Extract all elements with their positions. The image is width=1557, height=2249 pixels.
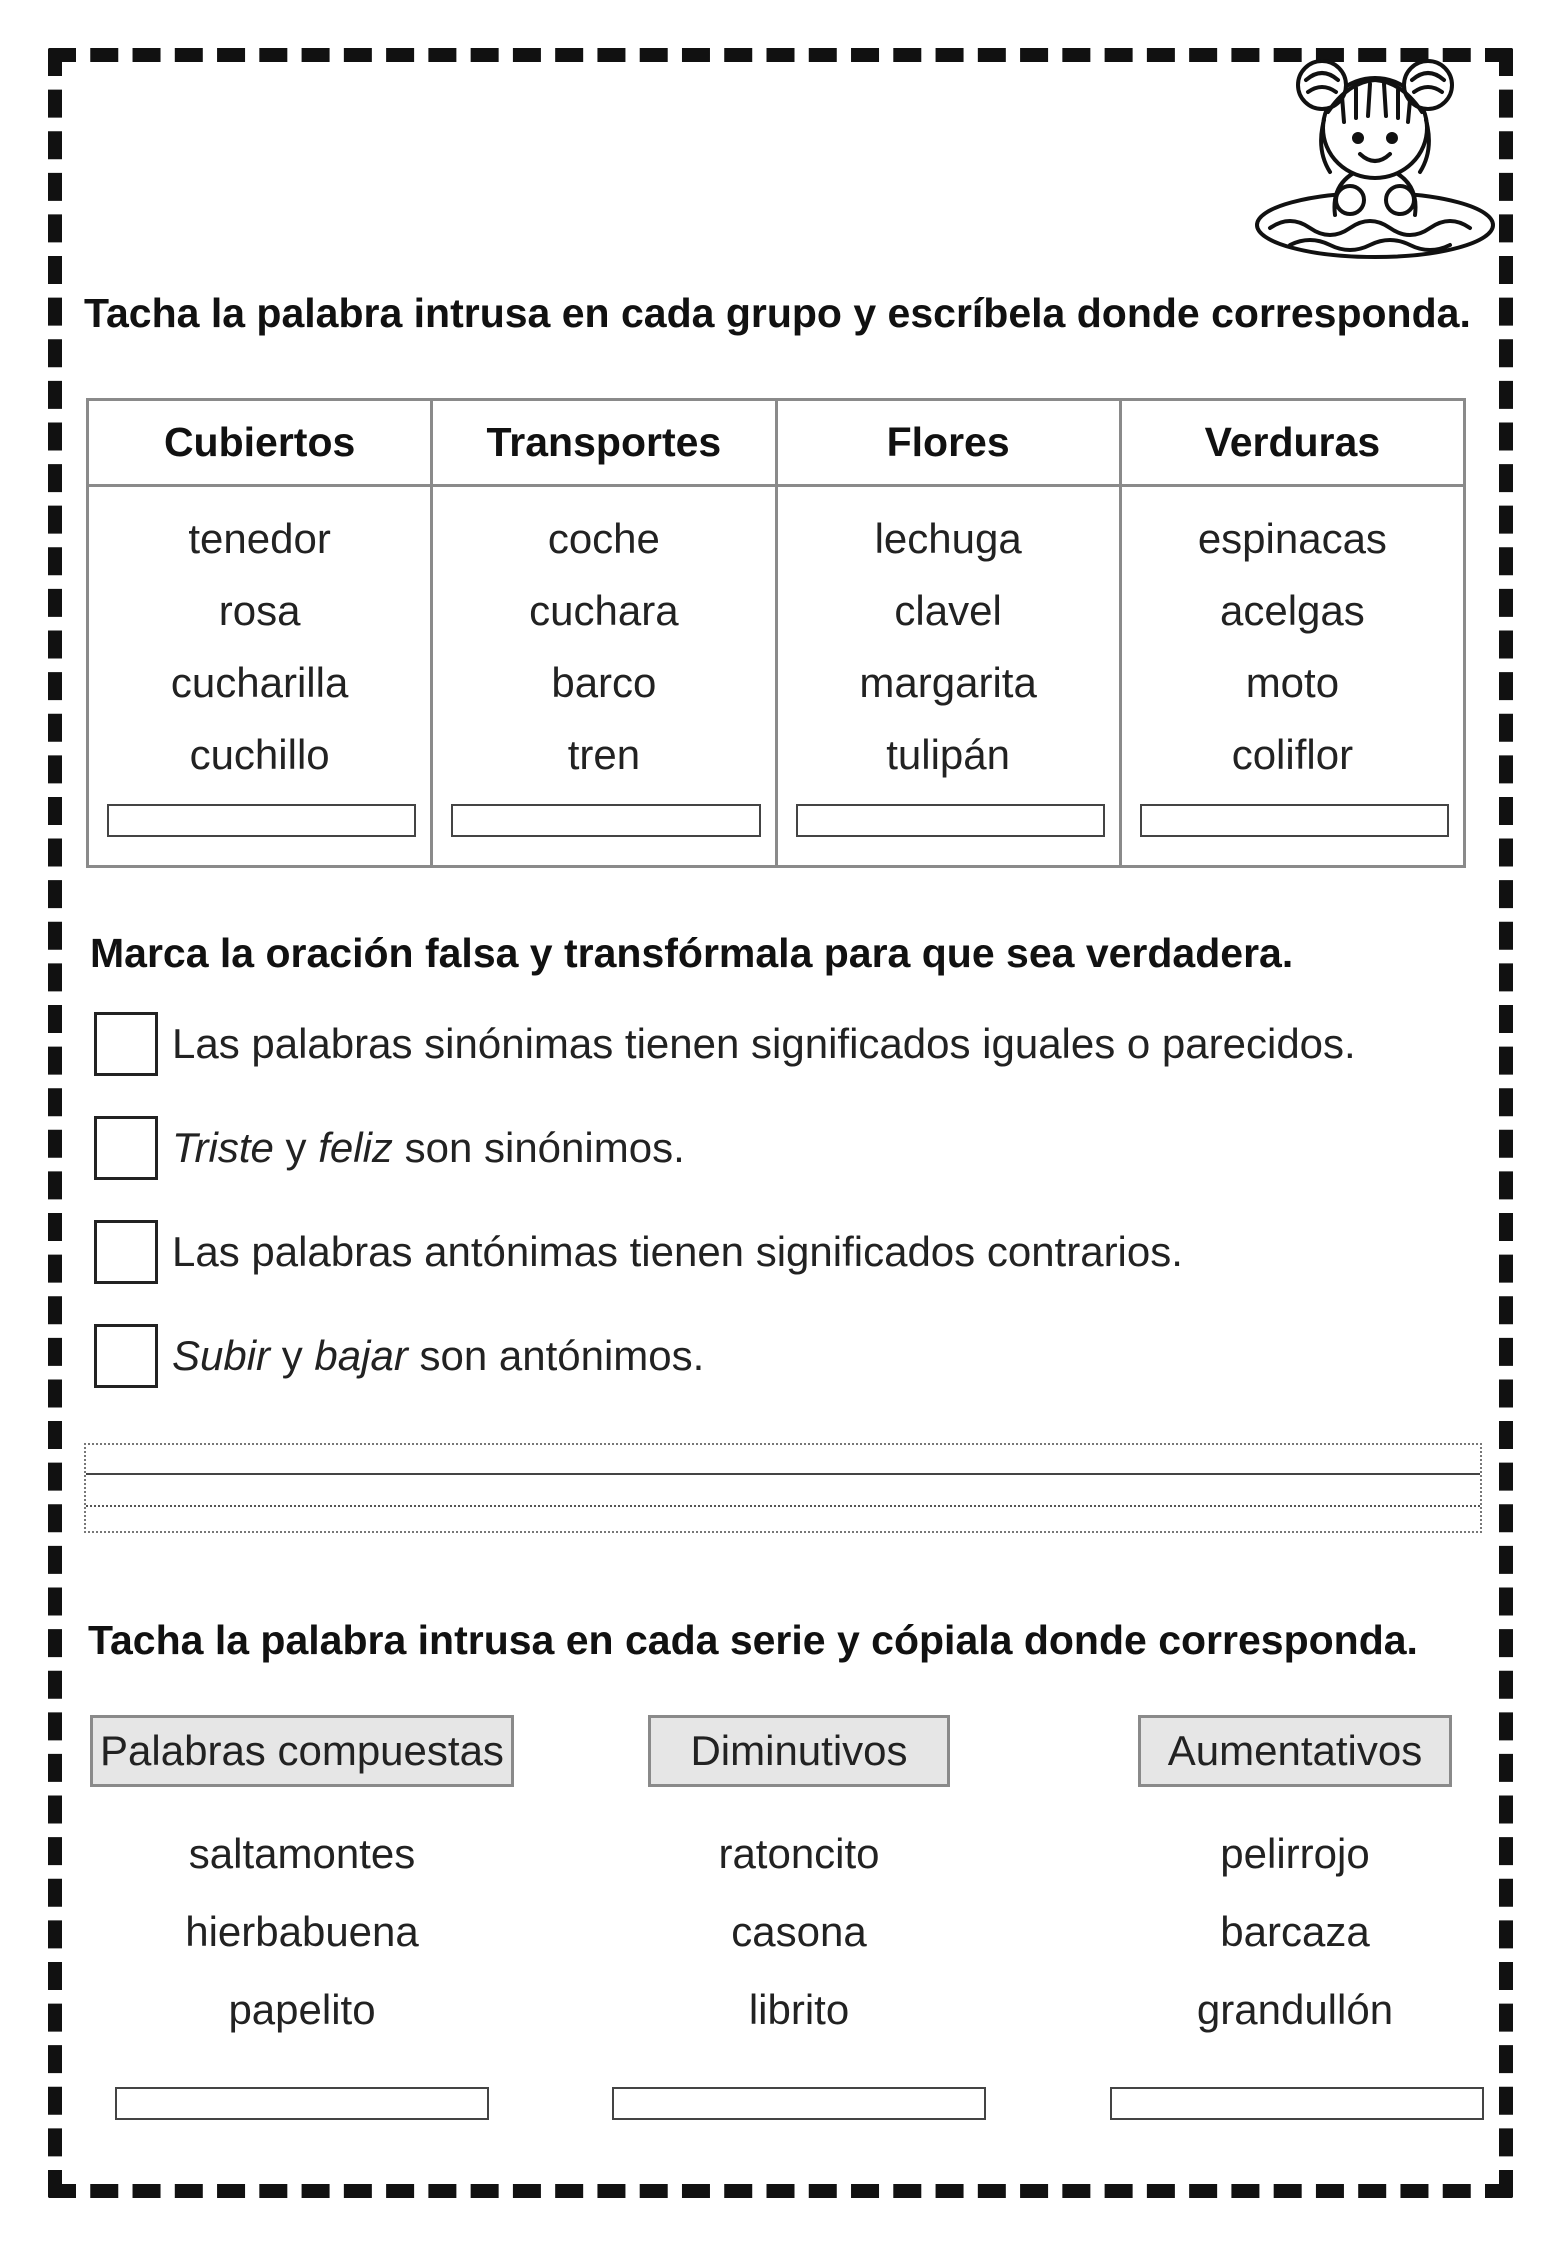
word-item[interactable]: tulipán — [886, 731, 1010, 778]
writing-baseline — [86, 1473, 1480, 1475]
answer-box[interactable] — [115, 2087, 489, 2120]
statement-text — [172, 1332, 704, 1380]
word-item[interactable]: moto — [1245, 659, 1340, 706]
word-groups-table — [86, 398, 1466, 868]
word-item[interactable]: margarita — [859, 659, 1037, 706]
answer-box[interactable] — [796, 804, 1105, 837]
word-item[interactable]: coliflor — [1231, 731, 1354, 778]
italic-word: Triste — [172, 1124, 274, 1171]
group-column-flores — [778, 401, 1122, 865]
word-series-diminutivos — [638, 1815, 960, 2049]
answer-box[interactable] — [451, 804, 760, 837]
word-item[interactable]: cuchara — [529, 587, 679, 634]
statement-row — [94, 1012, 1356, 1076]
answer-box[interactable] — [612, 2087, 986, 2120]
statement-rest: son antónimos. — [407, 1332, 705, 1379]
word-item[interactable]: hierbabuena — [185, 1908, 419, 1955]
answer-box[interactable] — [1140, 804, 1449, 837]
statement-text: Las palabras antónimas tienen significados contrarios. — [172, 1228, 1183, 1275]
italic-word: feliz — [318, 1124, 393, 1171]
column-header: Verduras — [1122, 401, 1463, 487]
writing-guideline — [86, 1505, 1480, 1507]
word-item[interactable]: barcaza — [1220, 1908, 1370, 1955]
statement-checkbox[interactable] — [94, 1324, 158, 1388]
word-item[interactable]: espinacas — [1197, 515, 1387, 562]
column-header: Transportes — [433, 401, 774, 487]
answer-box[interactable] — [107, 804, 416, 837]
statement-row — [94, 1220, 1183, 1284]
word-item[interactable]: grandullón — [1196, 1986, 1394, 2033]
instruction-heading-3: Tacha la palabra intrusa en cada serie y cópiala donde corresponda. — [88, 1617, 1418, 1663]
category-label-diminutivos: Diminutivos — [648, 1715, 950, 1787]
word-item[interactable]: lechuga — [874, 515, 1022, 562]
statement-checkbox[interactable] — [94, 1220, 158, 1284]
word-item[interactable]: tenedor — [188, 515, 331, 562]
italic-word: Subir — [172, 1332, 271, 1379]
word-item[interactable]: ratoncito — [718, 1830, 880, 1877]
statement-checkbox[interactable] — [94, 1012, 158, 1076]
word-item[interactable]: coche — [547, 515, 660, 562]
column-header: Flores — [778, 401, 1119, 487]
column-header: Cubiertos — [89, 401, 430, 487]
connector-text: y — [273, 1124, 319, 1171]
group-column-verduras — [1122, 401, 1463, 865]
connector-text: y — [270, 1332, 315, 1379]
group-column-cubiertos — [89, 401, 433, 865]
statement-checkbox[interactable] — [94, 1116, 158, 1180]
writing-lines[interactable] — [84, 1443, 1482, 1533]
statement-row — [94, 1324, 704, 1388]
word-item[interactable]: rosa — [218, 587, 301, 634]
italic-word: bajar — [314, 1332, 408, 1379]
girl-mascot-illustration — [1250, 50, 1500, 265]
statement-rest: son sinónimos. — [392, 1124, 685, 1171]
word-series-aumentativos — [1135, 1815, 1455, 2049]
word-item[interactable]: barco — [551, 659, 657, 706]
word-item[interactable]: papelito — [228, 1986, 376, 2033]
word-item[interactable]: librito — [748, 1986, 850, 2033]
word-item[interactable]: tren — [567, 731, 641, 778]
word-item[interactable]: pelirrojo — [1220, 1830, 1370, 1877]
word-item[interactable]: saltamontes — [188, 1830, 416, 1877]
group-column-transportes — [433, 401, 777, 865]
category-label-aumentativos: Aumentativos — [1138, 1715, 1452, 1787]
word-item[interactable]: cuchillo — [189, 731, 330, 778]
instruction-heading-1: Tacha la palabra intrusa en cada grupo y escríbela donde corresponda. — [84, 290, 1471, 336]
word-series-compuestas — [140, 1815, 464, 2049]
instruction-heading-2: Marca la oración falsa y transfórmala para que sea verdadera. — [90, 930, 1294, 976]
word-item[interactable]: acelgas — [1219, 587, 1365, 634]
word-item[interactable]: clavel — [894, 587, 1002, 634]
answer-box[interactable] — [1110, 2087, 1484, 2120]
statement-row — [94, 1116, 685, 1180]
word-item[interactable]: cucharilla — [170, 659, 349, 706]
word-item[interactable]: casona — [731, 1908, 867, 1955]
statement-text — [172, 1124, 685, 1172]
statement-text: Las palabras sinónimas tienen significados iguales o parecidos. — [172, 1020, 1356, 1067]
category-label-compuestas: Palabras compuestas — [90, 1715, 514, 1787]
